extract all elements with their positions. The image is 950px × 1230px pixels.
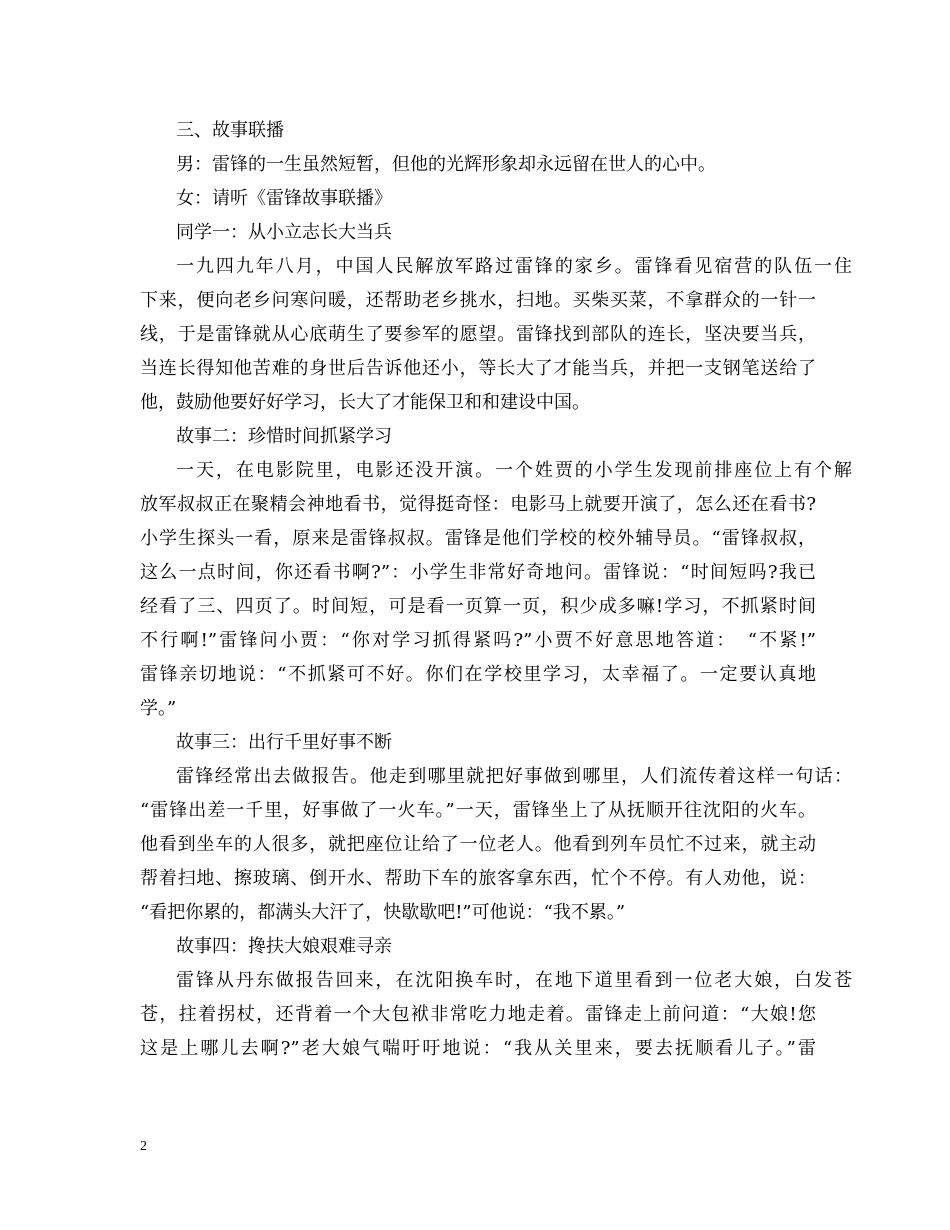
text-line: 放军叔叔正在聚精会神地看书，觉得挺奇怪：电影马上就要开演了，怎么还在看书? [140, 494, 816, 515]
text-line: 学。” [140, 698, 177, 719]
body-text [140, 114, 852, 1066]
text-line: 女：请听《雷锋故事联播》 [176, 188, 392, 209]
text-line: 不行啊!”雷锋问小贾：“你对学习抓得紧吗?”小贾不好意思地答道： “不紧!” [140, 630, 816, 651]
text-line: 雷锋亲切地说：“不抓紧可不好。你们在学校里学习，太幸福了。一定要认真地 [140, 664, 816, 685]
text-line: 他看到坐车的人很多，就把座位让给了一位老人。他看到列车员忙不过来，就主动 [140, 834, 816, 855]
story-heading: 同学一：从小立志长大当兵 [176, 222, 392, 243]
text-line: 这么一点时间，你还看书啊?”：小学生非常好奇地问。雷锋说：“时间短吗?我已 [140, 562, 816, 583]
story-heading: 故事三：出行千里好事不断 [176, 732, 392, 753]
story-heading: 故事四：搀扶大娘艰难寻亲 [176, 936, 392, 957]
text-line: 线，于是雷锋就从心底萌生了要参军的愿望。雷锋找到部队的连长，坚决要当兵， [140, 324, 816, 345]
text-line: 雷锋经常出去做报告。他走到哪里就把好事做到哪里，人们流传着这样一句话： [176, 766, 852, 787]
text-line: 他，鼓励他要好好学习，长大了才能保卫和和建设中国。 [140, 392, 590, 413]
story-heading: 故事二：珍惜时间抓紧学习 [176, 426, 392, 447]
text-line: “雷锋出差一千里，好事做了一火车。”一天，雷锋坐上了从抚顺开往沈阳的火车。 [140, 800, 816, 821]
section-heading: 三、故事联播 [176, 120, 284, 141]
text-line: 这是上哪儿去啊?”老大娘气喘吁吁地说：“我从关里来，要去抚顺看儿子。”雷 [140, 1038, 816, 1059]
text-line: 经看了三、四页了。时间短，可是看一页算一页，积少成多嘛!学习，不抓紧时间 [140, 596, 816, 617]
page-number: 2 [140, 1139, 147, 1154]
text-line: 一天，在电影院里，电影还没开演。一个姓贾的小学生发现前排座位上有个解 [176, 460, 852, 481]
text-line: 小学生探头一看，原来是雷锋叔叔。雷锋是他们学校的校外辅导员。“雷锋叔叔， [140, 528, 816, 549]
text-line: 男：雷锋的一生虽然短暂，但他的光辉形象却永远留在世人的心中。 [176, 154, 716, 175]
text-line: 苍，拄着拐杖，还背着一个大包袱非常吃力地走着。雷锋走上前问道：“大娘!您 [140, 1004, 816, 1025]
text-line: 一九四九年八月，中国人民解放军路过雷锋的家乡。雷锋看见宿营的队伍一住 [176, 256, 852, 277]
text-line: 当连长得知他苦难的身世后告诉他还小，等长大了才能当兵，并把一支钢笔送给了 [140, 358, 816, 379]
text-line: “看把你累的，都满头大汗了，快歇歇吧!”可他说：“我不累。” [140, 902, 626, 923]
text-line: 帮着扫地、擦玻璃、倒开水、帮助下车的旅客拿东西，忙个不停。有人劝他，说： [140, 868, 816, 889]
text-line: 雷锋从丹东做报告回来，在沈阳换车时，在地下道里看到一位老大娘，白发苍 [176, 970, 852, 991]
text-line: 下来，便向老乡问寒问暖，还帮助老乡挑水，扫地。买柴买菜，不拿群众的一针一 [140, 290, 816, 311]
